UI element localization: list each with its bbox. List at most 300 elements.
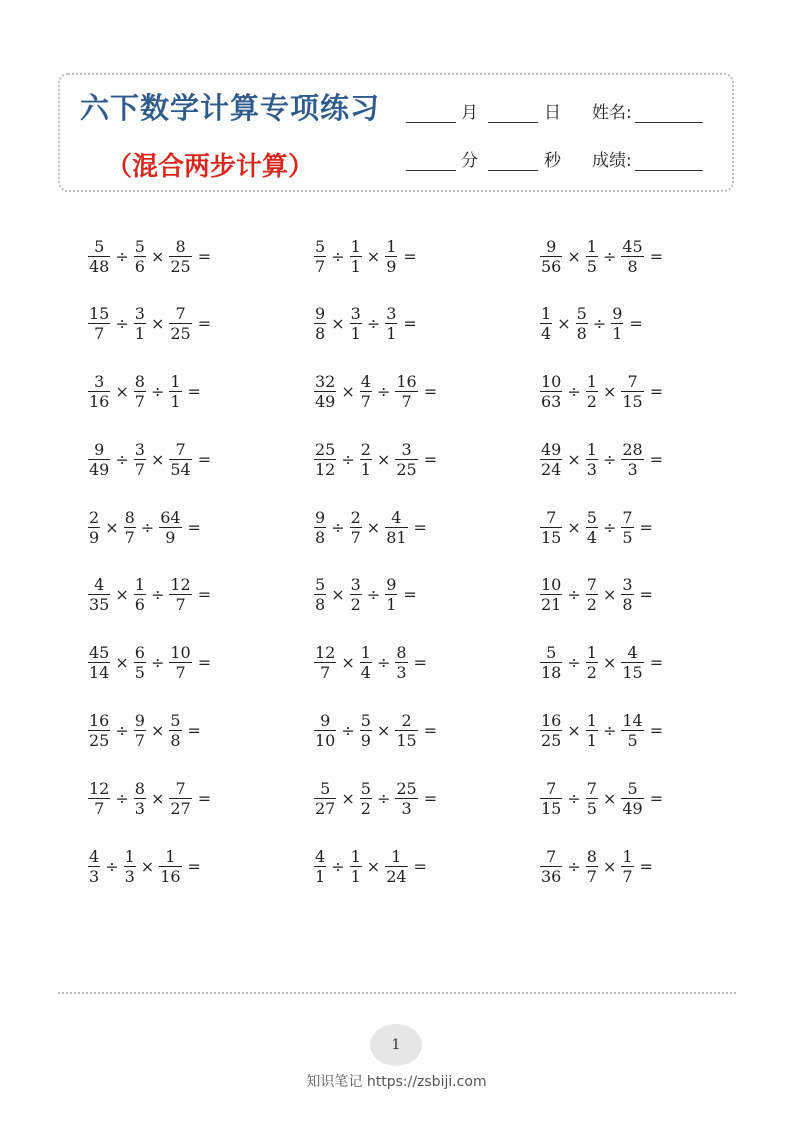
denominator: 49 — [89, 459, 110, 479]
equals-sign: = — [197, 788, 212, 808]
numerator: 3 — [94, 372, 105, 392]
denominator: 8 — [315, 595, 326, 615]
multiply-operator: × — [115, 653, 129, 673]
second-blank[interactable] — [488, 169, 538, 171]
divide-operator: ÷ — [376, 382, 391, 402]
denominator: 9 — [386, 256, 397, 276]
score-field[interactable] — [592, 146, 703, 171]
fraction — [350, 237, 362, 276]
denominator: 3 — [401, 798, 412, 818]
denominator: 8 — [576, 324, 587, 344]
fraction — [350, 575, 362, 614]
multiply-operator: × — [366, 856, 381, 876]
numerator: 4 — [315, 846, 326, 866]
equals-sign: = — [197, 449, 212, 469]
divide-operator: ÷ — [150, 585, 165, 605]
multiply-operator: × — [567, 449, 581, 469]
divide-operator: ÷ — [567, 382, 581, 402]
denominator: 1 — [386, 595, 397, 615]
fraction — [621, 643, 643, 682]
denominator: 7 — [94, 798, 105, 818]
fraction — [88, 847, 100, 886]
numerator: 8 — [586, 846, 597, 866]
score-label: 成绩: — [592, 151, 632, 171]
problem-expression — [312, 368, 538, 416]
denominator: 4 — [586, 527, 597, 547]
numerator: 7 — [586, 575, 597, 595]
numerator: 1 — [165, 846, 176, 866]
fraction — [360, 372, 372, 411]
numerator: 8 — [396, 643, 407, 663]
numerator: 4 — [94, 575, 105, 595]
fraction — [88, 372, 110, 411]
fraction — [586, 847, 598, 886]
problem-expression — [86, 639, 312, 687]
numerator: 10 — [170, 643, 191, 663]
equals-sign: = — [197, 314, 212, 334]
numerator: 16 — [89, 711, 110, 731]
name-label: 姓名: — [592, 103, 632, 123]
numerator: 28 — [622, 439, 643, 459]
multiply-operator: × — [557, 314, 571, 334]
denominator: 18 — [541, 663, 562, 683]
denominator: 7 — [350, 527, 361, 547]
month-field[interactable] — [406, 98, 478, 123]
multiply-operator: × — [376, 721, 391, 741]
denominator: 14 — [89, 663, 110, 683]
multiply-operator: × — [341, 653, 355, 673]
equals-sign: = — [649, 449, 664, 469]
multiply-operator: × — [341, 788, 355, 808]
problem-expression — [538, 774, 726, 822]
problem-expression — [538, 842, 726, 890]
denominator: 7 — [175, 595, 186, 615]
denominator: 1 — [360, 459, 371, 479]
equals-sign: = — [629, 314, 643, 334]
fraction — [540, 304, 552, 343]
denominator: 8 — [627, 256, 638, 276]
fraction — [88, 508, 100, 547]
divide-operator: ÷ — [115, 314, 129, 334]
denominator: 7 — [401, 392, 412, 412]
denominator: 9 — [89, 527, 100, 547]
fraction — [314, 304, 326, 343]
denominator: 6 — [134, 256, 145, 276]
fraction — [134, 711, 146, 750]
minute-blank[interactable] — [406, 169, 456, 171]
denominator: 1 — [386, 324, 397, 344]
denominator: 3 — [627, 459, 638, 479]
numerator: 7 — [586, 778, 597, 798]
numerator: 9 — [134, 711, 145, 731]
denominator: 1 — [350, 866, 361, 886]
denominator: 8 — [315, 527, 326, 547]
divide-operator: ÷ — [331, 517, 345, 537]
problem-expression — [86, 707, 312, 755]
numerator: 9 — [320, 711, 331, 731]
numerator: 5 — [315, 236, 326, 256]
equals-sign: = — [187, 517, 201, 537]
numerator: 5 — [586, 507, 597, 527]
problem-expression — [86, 571, 312, 619]
divide-operator: ÷ — [602, 517, 617, 537]
numerator: 3 — [350, 304, 361, 324]
denominator: 7 — [622, 866, 633, 886]
problem-grid — [86, 232, 726, 910]
numerator: 1 — [586, 372, 597, 392]
fraction — [586, 237, 598, 276]
denominator: 3 — [134, 798, 145, 818]
denominator: 25 — [396, 459, 417, 479]
equals-sign: = — [197, 653, 212, 673]
numerator: 7 — [622, 507, 633, 527]
divide-operator: ÷ — [567, 788, 581, 808]
problem-expression — [538, 368, 726, 416]
equals-sign: = — [649, 653, 664, 673]
second-field[interactable] — [488, 146, 561, 171]
denominator: 49 — [315, 392, 336, 412]
numerator: 1 — [586, 643, 597, 663]
denominator: 63 — [541, 392, 562, 412]
numerator: 16 — [396, 372, 417, 392]
day-field[interactable] — [488, 98, 561, 123]
minute-label: 分 — [461, 151, 478, 171]
numerator: 7 — [175, 439, 186, 459]
numerator: 7 — [627, 372, 638, 392]
fraction — [621, 779, 643, 818]
numerator: 3 — [350, 575, 361, 595]
numerator: 1 — [541, 304, 552, 324]
numerator: 5 — [576, 304, 587, 324]
denominator: 2 — [586, 392, 597, 412]
numerator: 6 — [134, 643, 145, 663]
numerator: 5 — [320, 778, 331, 798]
name-field[interactable] — [592, 98, 703, 123]
fraction — [88, 711, 110, 750]
numerator: 12 — [315, 643, 336, 663]
numerator: 4 — [89, 846, 100, 866]
numerator: 5 — [627, 778, 638, 798]
fraction — [360, 440, 372, 479]
equals-sign: = — [197, 246, 212, 266]
fraction — [88, 304, 110, 343]
divide-operator: ÷ — [366, 314, 381, 334]
numerator: 10 — [541, 575, 562, 595]
numerator: 9 — [386, 575, 397, 595]
fraction — [385, 237, 397, 276]
numerator: 4 — [391, 507, 402, 527]
denominator: 5 — [622, 527, 633, 547]
denominator: 9 — [165, 527, 176, 547]
numerator: 25 — [315, 439, 336, 459]
numerator: 15 — [89, 304, 110, 324]
numerator: 9 — [315, 507, 326, 527]
problem-expression — [538, 300, 726, 348]
problem-expression — [86, 503, 312, 551]
fraction — [314, 643, 336, 682]
fraction — [586, 643, 598, 682]
fraction — [124, 847, 136, 886]
multiply-operator: × — [331, 314, 345, 334]
numerator: 1 — [391, 846, 402, 866]
numerator: 4 — [627, 643, 638, 663]
fraction — [540, 779, 562, 818]
numerator: 9 — [612, 304, 623, 324]
multiply-operator: × — [602, 653, 617, 673]
divide-operator: ÷ — [150, 382, 165, 402]
numerator: 1 — [622, 846, 633, 866]
numerator: 7 — [546, 846, 557, 866]
numerator: 7 — [546, 778, 557, 798]
numerator: 1 — [586, 711, 597, 731]
denominator: 1 — [612, 324, 623, 344]
multiply-operator: × — [567, 246, 581, 266]
numerator: 45 — [89, 643, 110, 663]
fraction — [169, 304, 191, 343]
fraction — [134, 575, 146, 614]
divide-operator: ÷ — [567, 585, 581, 605]
numerator: 12 — [170, 575, 191, 595]
numerator: 9 — [546, 236, 557, 256]
denominator: 15 — [622, 663, 643, 683]
multiply-operator: × — [150, 788, 165, 808]
equals-sign: = — [639, 856, 653, 876]
numerator: 8 — [134, 778, 145, 798]
day-label: 日 — [544, 103, 561, 123]
divide-operator: ÷ — [115, 449, 129, 469]
worksheet-title: 六下数学计算专项练习 — [80, 91, 381, 125]
equals-sign: = — [403, 246, 417, 266]
denominator: 4 — [541, 324, 552, 344]
multiply-operator: × — [150, 721, 165, 741]
equals-sign: = — [403, 585, 417, 605]
day-blank[interactable] — [488, 121, 538, 123]
problem-expression — [86, 232, 312, 280]
divide-operator: ÷ — [376, 653, 391, 673]
divide-operator: ÷ — [105, 856, 119, 876]
denominator: 5 — [586, 256, 597, 276]
denominator: 5 — [134, 663, 145, 683]
numerator: 1 — [134, 575, 145, 595]
multiply-operator: × — [115, 382, 129, 402]
fraction — [314, 372, 336, 411]
numerator: 3 — [622, 575, 633, 595]
fraction — [621, 440, 643, 479]
denominator: 7 — [124, 527, 135, 547]
denominator: 54 — [170, 459, 191, 479]
denominator: 15 — [622, 392, 643, 412]
fraction — [134, 779, 146, 818]
denominator: 25 — [541, 731, 562, 751]
fraction — [540, 643, 562, 682]
denominator: 49 — [622, 798, 643, 818]
problem-expression — [312, 300, 538, 348]
numerator: 5 — [315, 575, 326, 595]
denominator: 3 — [396, 663, 407, 683]
denominator: 24 — [386, 866, 407, 886]
month-label: 月 — [461, 103, 478, 123]
worksheet-subtitle: （混合两步计算） — [106, 152, 315, 182]
denominator: 21 — [541, 595, 562, 615]
fraction — [159, 508, 181, 547]
divide-operator: ÷ — [115, 721, 129, 741]
divide-operator: ÷ — [602, 246, 617, 266]
numerator: 32 — [315, 372, 336, 392]
fraction — [611, 304, 623, 343]
numerator: 2 — [401, 711, 412, 731]
problem-expression — [312, 503, 538, 551]
problem-expression — [312, 639, 538, 687]
fraction — [314, 779, 336, 818]
fraction — [134, 440, 146, 479]
fraction — [88, 779, 110, 818]
denominator: 35 — [89, 595, 110, 615]
numerator: 2 — [350, 507, 361, 527]
denominator: 24 — [541, 459, 562, 479]
fraction — [350, 847, 362, 886]
numerator: 2 — [360, 439, 371, 459]
fraction — [169, 779, 191, 818]
site-credit: 知识笔记 https://zsbiji.com — [306, 1074, 487, 1090]
denominator: 6 — [134, 595, 145, 615]
numerator: 64 — [160, 507, 181, 527]
numerator: 1 — [350, 846, 361, 866]
problem-expression — [86, 774, 312, 822]
multiply-operator: × — [150, 314, 165, 334]
fraction — [540, 575, 562, 614]
fraction — [88, 643, 110, 682]
fraction — [586, 779, 598, 818]
numerator: 49 — [541, 439, 562, 459]
denominator: 7 — [360, 392, 371, 412]
denominator: 2 — [586, 663, 597, 683]
multiply-operator: × — [366, 246, 381, 266]
denominator: 25 — [170, 324, 191, 344]
problem-expression — [86, 435, 312, 483]
fraction — [621, 508, 633, 547]
fraction — [314, 508, 326, 547]
fraction — [314, 711, 336, 750]
name-blank[interactable] — [635, 121, 703, 123]
denominator: 3 — [586, 459, 597, 479]
numerator: 1 — [386, 236, 397, 256]
equals-sign: = — [649, 788, 664, 808]
numerator: 7 — [175, 304, 186, 324]
fraction — [621, 847, 633, 886]
divide-operator: ÷ — [140, 517, 155, 537]
denominator: 25 — [170, 256, 191, 276]
divide-operator: ÷ — [567, 653, 581, 673]
divide-operator: ÷ — [376, 788, 391, 808]
multiply-operator: × — [341, 382, 355, 402]
denominator: 36 — [541, 866, 562, 886]
denominator: 27 — [170, 798, 191, 818]
fraction — [134, 237, 146, 276]
denominator: 2 — [350, 595, 361, 615]
denominator: 16 — [160, 866, 181, 886]
divide-operator: ÷ — [567, 856, 581, 876]
problem-expression — [312, 571, 538, 619]
fraction — [159, 847, 181, 886]
divide-operator: ÷ — [366, 585, 381, 605]
denominator: 7 — [320, 663, 331, 683]
denominator: 12 — [315, 459, 336, 479]
fraction — [621, 711, 643, 750]
problem-expression — [538, 571, 726, 619]
fraction — [621, 575, 633, 614]
equals-sign: = — [423, 382, 438, 402]
page-number: 1 — [370, 1024, 422, 1066]
denominator: 3 — [124, 866, 135, 886]
problem-expression — [538, 639, 726, 687]
fraction — [350, 508, 362, 547]
denominator: 56 — [541, 256, 562, 276]
fraction — [395, 711, 417, 750]
denominator: 7 — [175, 663, 186, 683]
multiply-operator: × — [331, 585, 345, 605]
fraction — [314, 237, 326, 276]
numerator: 12 — [89, 778, 110, 798]
multiply-operator: × — [602, 382, 617, 402]
fraction — [395, 440, 417, 479]
fraction — [540, 711, 562, 750]
numerator: 5 — [94, 236, 105, 256]
fraction — [540, 508, 562, 547]
fraction — [314, 575, 326, 614]
multiply-operator: × — [150, 246, 165, 266]
score-blank[interactable] — [635, 169, 703, 171]
denominator: 1 — [170, 392, 181, 412]
minute-field[interactable] — [406, 146, 478, 171]
numerator: 4 — [360, 372, 371, 392]
fraction — [134, 372, 146, 411]
fraction — [360, 711, 372, 750]
numerator: 8 — [175, 236, 186, 256]
numerator: 1 — [586, 236, 597, 256]
divide-operator: ÷ — [592, 314, 607, 334]
denominator: 5 — [627, 731, 638, 751]
fraction — [385, 847, 407, 886]
equals-sign: = — [187, 382, 201, 402]
equals-sign: = — [197, 585, 212, 605]
footer-divider — [58, 992, 736, 994]
month-blank[interactable] — [406, 121, 456, 123]
fraction — [169, 643, 191, 682]
denominator: 9 — [360, 731, 371, 751]
multiply-operator: × — [150, 449, 165, 469]
numerator: 8 — [134, 372, 145, 392]
problem-expression — [312, 232, 538, 280]
denominator: 7 — [134, 731, 145, 751]
fraction — [621, 237, 643, 276]
fraction — [385, 508, 407, 547]
denominator: 2 — [586, 595, 597, 615]
equals-sign: = — [413, 856, 427, 876]
fraction — [540, 847, 562, 886]
fraction — [385, 575, 397, 614]
fraction — [540, 372, 562, 411]
divide-operator: ÷ — [115, 788, 129, 808]
equals-sign: = — [187, 856, 201, 876]
fraction — [621, 372, 643, 411]
fraction — [314, 440, 336, 479]
numerator: 3 — [134, 439, 145, 459]
numerator: 9 — [94, 439, 105, 459]
divide-operator: ÷ — [341, 449, 355, 469]
denominator: 48 — [89, 256, 110, 276]
problem-expression — [312, 435, 538, 483]
fraction — [88, 237, 110, 276]
